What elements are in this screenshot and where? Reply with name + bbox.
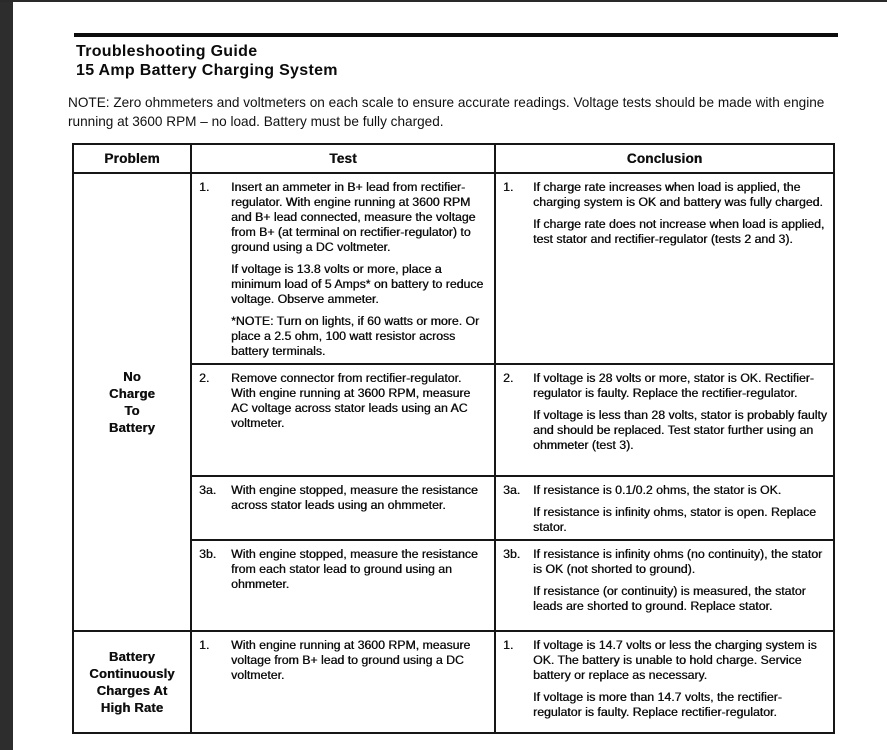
item-number: 3b. xyxy=(503,547,521,561)
problem-line: Charge xyxy=(109,386,155,401)
top-scan-line xyxy=(0,0,887,2)
item-number: 3b. xyxy=(199,547,217,561)
paragraph: If voltage is 28 volts or more, stator is OK. Rectifier-regulator is faulty. Replace the rectifier-regulator. xyxy=(533,371,814,400)
item-number: 1. xyxy=(503,638,514,652)
problem-line: Battery xyxy=(108,420,156,435)
item-number: 3a. xyxy=(503,483,521,497)
paragraph: With engine stopped, measure the resistance across stator leads using an ohmmeter. xyxy=(231,483,478,512)
item-number: 2. xyxy=(503,371,514,385)
paragraph: If charge rate does not increase when load is applied, test stator and rectifier-regulator (tests 2 and 3). xyxy=(533,217,825,246)
problem-line: To xyxy=(124,403,140,418)
problem-line: High Rate xyxy=(100,700,164,715)
item-number: 2. xyxy=(199,371,210,385)
paragraph: If resistance is infinity ohms (no continuity), the stator is OK (not shorted to ground). xyxy=(533,547,823,576)
paragraph: If resistance is 0.1/0.2 ohms, the stator is OK. xyxy=(533,483,782,497)
paragraph: If voltage is 13.8 volts or more, place a minimum load of 5 Amps* on battery to reduce voltage. Observe ammeter. xyxy=(231,262,484,306)
conclusion-cell xyxy=(495,173,834,364)
test-cell xyxy=(191,364,495,476)
paragraph: With engine running at 3600 RPM, measure voltage from B+ lead to ground using a DC voltmeter. xyxy=(231,638,471,682)
conclusion-cell xyxy=(495,540,834,631)
doc-subtitle: 15 Amp Battery Charging System xyxy=(76,62,338,79)
header-cell-conclusion: Conclusion xyxy=(495,144,834,173)
problem-line: Battery xyxy=(108,649,156,664)
conclusion-cell xyxy=(495,476,834,540)
header-cell-problem: Problem xyxy=(73,144,191,173)
item-number: 3a. xyxy=(199,483,217,497)
title-rule xyxy=(74,33,838,37)
paragraph: With engine stopped, measure the resistance from each stator lead to ground using an ohmmeter. xyxy=(231,547,478,591)
paragraph: If charge rate increases when load is applied, the charging system is OK and battery was fully charged. xyxy=(533,180,823,209)
conclusion-cell xyxy=(495,364,834,476)
problem-line: No xyxy=(123,369,141,384)
left-scan-bar xyxy=(0,0,13,750)
paragraph: Remove connector from rectifier-regulator. With engine running at 3600 RPM, measure AC voltage across stator leads using an AC voltmeter. xyxy=(231,371,471,430)
problem-line: Continuously xyxy=(89,666,175,681)
item-number: 1. xyxy=(503,180,514,194)
doc-title-block xyxy=(76,42,676,80)
paragraph: If voltage is 14.7 volts or less the charging system is OK. The battery is unable to hold charge. Service battery or replace as necessary. xyxy=(533,638,817,682)
paragraph: If voltage is more than 14.7 volts, the rectifier-regulator is faulty. Replace rectifier-regulator. xyxy=(533,690,782,719)
test-cell xyxy=(191,540,495,631)
paragraph: If resistance (or continuity) is measured, the stator leads are shorted to ground. Replace stator. xyxy=(533,584,806,613)
problem-line: Charges At xyxy=(96,683,168,698)
header-cell-test: Test xyxy=(191,144,495,173)
table-header-row xyxy=(73,144,834,173)
item-number: 1. xyxy=(199,638,210,652)
paragraph: *NOTE: Turn on lights, if 60 watts or more. Or place a 2.5 ohm, 100 watt resistor across battery terminals. xyxy=(231,314,480,358)
test-cell xyxy=(191,173,495,364)
paragraph: If resistance is infinity ohms, stator is open. Replace stator. xyxy=(533,505,816,534)
problem-cell-high-rate xyxy=(73,631,191,733)
test-cell xyxy=(191,476,495,540)
paragraph: If voltage is less than 28 volts, stator is probably faulty and should be replaced. Test stator further using an ohmmeter (test 3). xyxy=(533,408,827,452)
test-cell xyxy=(191,631,495,733)
troubleshooting-table xyxy=(72,143,835,734)
problem-cell-no-charge xyxy=(73,173,191,631)
item-number: 1. xyxy=(199,180,210,194)
paragraph: Insert an ammeter in B+ lead from rectifier-regulator. With engine running at 3600 RPM and B+ lead connected, measure the voltage from B+ (at terminal on rectifier-regulator) to ground using a DC voltmeter. xyxy=(231,180,476,254)
conclusion-cell xyxy=(495,631,834,733)
table-row xyxy=(73,631,834,733)
table-row xyxy=(73,173,834,364)
note-text: NOTE: Zero ohmmeters and voltmeters on each scale to ensure accurate readings. Voltage tests should be made with engine running at 3600 RPM – no load. Battery must be fully charged. xyxy=(68,95,825,129)
doc-title: Troubleshooting Guide xyxy=(76,43,258,60)
